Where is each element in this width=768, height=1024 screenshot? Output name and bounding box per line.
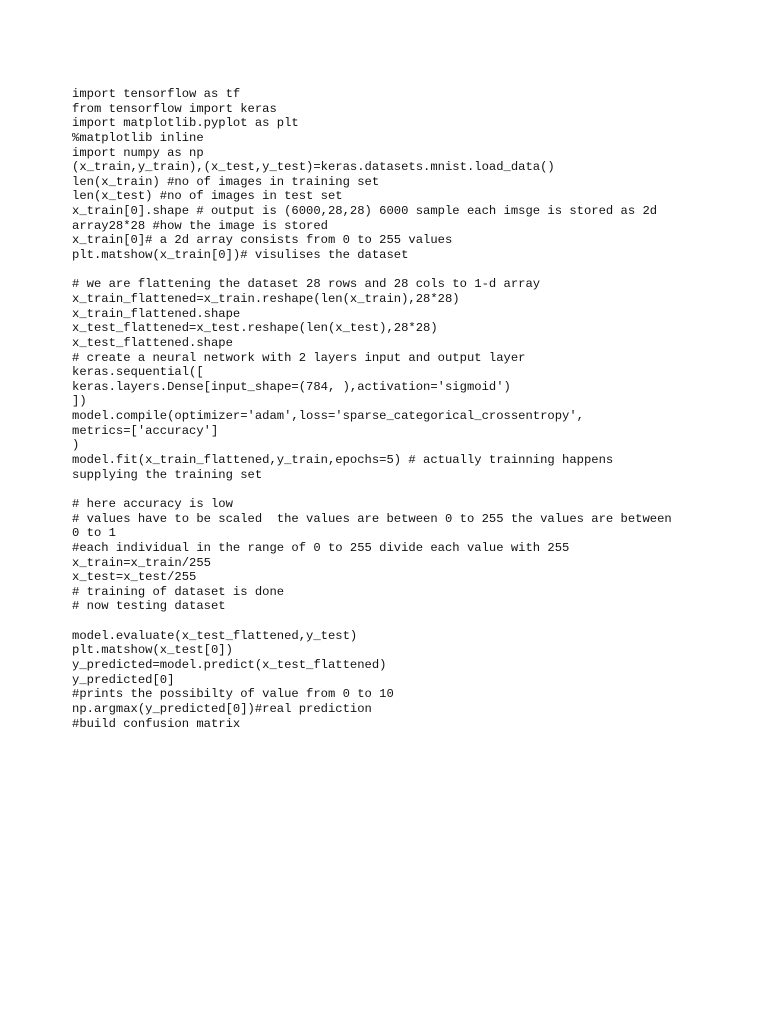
code-line: x_test_flattened=x_test.reshape(len(x_test),28*28) <box>72 321 438 336</box>
code-line: metrics=['accuracy'] <box>72 423 219 438</box>
code-line: import matplotlib.pyplot as plt <box>72 116 299 131</box>
code-line: x_train_flattened.shape <box>72 306 241 321</box>
code-line: #each individual in the range of 0 to 255 divide each value with 255 <box>72 540 570 555</box>
code-line: plt.matshow(x_test[0]) <box>72 643 233 658</box>
code-line: # now testing dataset <box>72 599 226 614</box>
code-line: x_train_flattened=x_train.reshape(len(x_train),28*28) <box>72 291 460 306</box>
code-line: model.fit(x_train_flattened,y_train,epochs=5) # actually trainning happens <box>72 453 614 468</box>
code-line: #prints the possibilty of value from 0 to 10 <box>72 687 394 702</box>
code-line: array28*28 #how the image is stored <box>72 218 328 233</box>
code-line: x_train=x_train/255 <box>72 555 211 570</box>
code-line: 0 to 1 <box>72 526 116 541</box>
code-line: model.compile(optimizer='adam',loss='sparse_categorical_crossentropy', <box>72 409 584 424</box>
code-line: #build confusion matrix <box>72 716 241 731</box>
code-line: # here accuracy is low <box>72 496 233 511</box>
code-line: x_train[0]# a 2d array consists from 0 to 255 values <box>72 233 453 248</box>
code-line: %matplotlib inline <box>72 130 204 145</box>
code-line: y_predicted=model.predict(x_test_flattened) <box>72 657 387 672</box>
code-line: # training of dataset is done <box>72 584 285 599</box>
code-line: (x_train,y_train),(x_test,y_test)=keras.datasets.mnist.load_data() <box>72 160 555 175</box>
blank-line <box>72 482 712 497</box>
code-line: x_test=x_test/255 <box>72 570 197 585</box>
code-line: # create a neural network with 2 layers input and output layer <box>72 350 526 365</box>
code-line: import tensorflow as tf <box>72 87 241 101</box>
code-line: len(x_train) #no of images in training set <box>72 174 380 189</box>
code-line: keras.layers.Dense[input_shape=(784, ),activation='sigmoid') <box>72 379 511 394</box>
code-line: model.evaluate(x_test_flattened,y_test) <box>72 628 358 643</box>
code-line: # we are flattening the dataset 28 rows and 28 cols to 1-d array <box>72 277 541 292</box>
code-line: np.argmax(y_predicted[0])#real prediction <box>72 701 372 716</box>
code-text-block <box>72 87 712 731</box>
code-line: ) <box>72 438 80 453</box>
code-line: supplying the training set <box>72 467 263 482</box>
blank-line <box>72 263 712 278</box>
code-line: import numpy as np <box>72 145 204 160</box>
blank-line <box>72 614 712 629</box>
code-line: x_train[0].shape # output is (6000,28,28) 6000 sample each imsge is stored as 2d <box>72 204 658 219</box>
code-line: keras.sequential([ <box>72 365 204 380</box>
code-line: y_predicted[0] <box>72 672 175 687</box>
code-line: x_test_flattened.shape <box>72 335 233 350</box>
code-line: ]) <box>72 394 87 409</box>
code-line: from tensorflow import keras <box>72 101 277 116</box>
code-line: plt.matshow(x_train[0])# visulises the dataset <box>72 248 409 263</box>
code-line: # values have to be scaled the values are between 0 to 255 the values are between <box>72 511 672 526</box>
code-line: len(x_test) #no of images in test set <box>72 189 343 204</box>
